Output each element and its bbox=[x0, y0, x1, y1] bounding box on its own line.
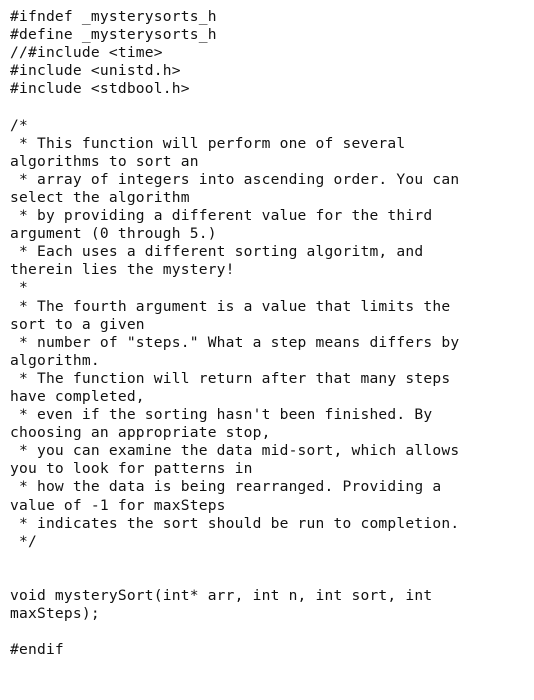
code-line: argument (0 through 5.) bbox=[10, 225, 217, 243]
code-line: have completed, bbox=[10, 387, 145, 405]
code-line: * bbox=[10, 279, 28, 297]
code-line: * how the data is being rearranged. Providing a bbox=[10, 478, 442, 496]
code-line: #ifndef _mysterysorts_h bbox=[10, 8, 217, 25]
code-line: therein lies the mystery! bbox=[10, 261, 235, 279]
code-line: * Each uses a different sorting algoritm, and bbox=[10, 243, 424, 261]
code-line: void mysterySort(int* arr, int n, int sort, int bbox=[10, 587, 433, 604]
code-line: * The function will return after that many steps bbox=[10, 369, 451, 387]
code-line: /* bbox=[10, 116, 28, 134]
code-line: value of -1 for maxSteps bbox=[10, 496, 226, 514]
code-line: algorithm. bbox=[10, 351, 100, 369]
code-line: algorithms to sort an bbox=[10, 152, 199, 170]
code-line: choosing an appropriate stop, bbox=[10, 424, 271, 442]
code-line: * The fourth argument is a value that limits the bbox=[10, 297, 451, 315]
code-line: #endif bbox=[10, 641, 64, 659]
code-line: sort to a given bbox=[10, 315, 145, 333]
code-line: * by providing a different value for the third bbox=[10, 207, 433, 225]
code-line: */ bbox=[10, 532, 37, 550]
code-line: * This function will perform one of several bbox=[10, 134, 406, 152]
code-document bbox=[10, 8, 526, 659]
code-line: select the algorithm bbox=[10, 188, 190, 206]
code-line bbox=[10, 98, 526, 116]
code-line: #include <stdbool.h> bbox=[10, 80, 190, 98]
code-line: * even if the sorting hasn't been finished. By bbox=[10, 406, 433, 424]
code-line: * array of integers into ascending order. You can bbox=[10, 170, 460, 188]
code-line: maxSteps); bbox=[10, 605, 100, 623]
code-line: #define _mysterysorts_h bbox=[10, 26, 217, 44]
code-line bbox=[10, 623, 526, 641]
code-line bbox=[10, 551, 526, 569]
code-line: * you can examine the data mid-sort, which allows bbox=[10, 442, 460, 460]
code-line: #include <unistd.h> bbox=[10, 62, 181, 80]
code-line bbox=[10, 569, 526, 587]
code-line: //#include <time> bbox=[10, 44, 163, 62]
code-line: * number of "steps." What a step means differs by bbox=[10, 333, 460, 351]
code-line: * indicates the sort should be run to completion. bbox=[10, 514, 460, 532]
code-line: you to look for patterns in bbox=[10, 460, 253, 478]
